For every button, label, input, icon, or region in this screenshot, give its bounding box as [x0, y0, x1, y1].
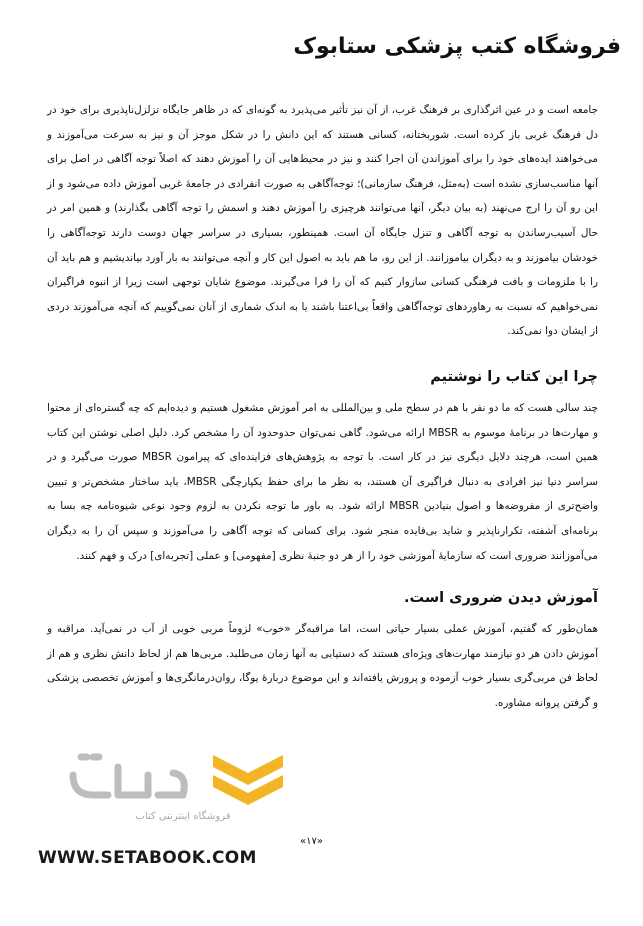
section-heading-training-necessary: آموزش دیدن ضروری است. [404, 590, 598, 607]
body-paragraph-3: همان‌طور که گفتیم، آموزش عملی بسیار حیاتی است، اما مراقبه‌گر «خوب» لزوماً مربی خوبی از آب در نمی‌آید. مراقبه و آموزش دادن هر دو نیازمند مهارت‌های ویژه‌ای هستند که دستیابی به آنها زمان می‌طلبد. مربی‌ها هم از لحاظ دانش نظری و هم از لحاظ فن مربی‌گری بسیار خوب آزموده و پرورش یافته‌اند و این موضوع دربارهٔ یوگا، روان‌درمانگری‌ها و آموزش تخصصی پزشکی و گرفتن پروانه مشاوره. [47, 623, 598, 709]
watermark-site-label: فروشگاه اینترنتی کتاب [135, 811, 231, 822]
page-number: «۱۷» [300, 836, 323, 847]
setabook-watermark [38, 745, 298, 868]
page-header-title: فروشگاه کتب پزشکی ستابوک [293, 34, 621, 59]
watermark-url: WWW.SETABOOK.COM [38, 848, 257, 868]
body-paragraph-2: چند سالی هست که ما دو نفر با هم در سطح ملی و بین‌المللی به امر آموزش مشغول هستیم و دیده‌ایم که چه گستره‌ای از محتوا و مهارت‌ها در برنامهٔ موسوم به MBSR ارائه می‌شود. گاهی نمی‌توان حدوحدود آن را مشخص کرد. دلیل اصلی نوشتن این کتاب همین است، هرچند دلایل دیگری نیز در کار است. با توجه به پژوهش‌های فزاینده‌ای که پیرامون MBSR صورت می‌گیرد و در سراسر دنیا نیز افرادی به دنبال فراگیری آن هستند، به نظر ما برای حفظ یکپارچگی MBSR، باید ساختار مشخص‌تر و تبیین واضح‌تری از مفروضه‌ها و اصول بنیادین MBSR ارائه شود. به باور ما توجه نکردن به لزوم وجود نوعی شیوه‌نامه چه بسا به برنامه‌ای آشفته، تکرارناپذیر و شاید بی‌فایده منجر شود. برای کسانی که توجه آگاهی را می‌آموزند و سپس آن را به دیگران می‌آموزانند ضروری است که سازمایهٔ آموزشی خود را از هر دو جنبهٔ نظری [مفهومی] و عملی [تجربه‌ای] درک و فهم کنند. [47, 401, 599, 562]
body-paragraph-1: جامعه است و در عین اثرگذاری بر فرهنگ غرب، از آن نیز تأثیر می‌پذیرد به گونه‌ای که در ظاهر جایگاه تزلزل‌ناپذیری برای خود در دل فرهنگ غربی باز کرده است. شوربختانه، کسانی هستند که این دانش را در شکل موجز آن و نیز به سرعت می‌آموزند و می‌خواهند ایده‌های خود را برای آموزاندن آن اجرا کنند و نیز در محیط‌هایی آن را آموزش دهند که اصلاً توجه آگاهی در اصل برای آنها مناسب‌سازی نشده است (به‌مثل، فرهنگ سازمانی)؛ توجه‌آگاهی به صورت انفرادی در جامعهٔ غربی آموزش داده می‌شود و از این رو آن را ارج می‌نهند (به بیان دیگر، آنها می‌توانند هرچیزی را آموزش دهند و اسمش را توجه آگاهی بگذارند) و همین امر در حال آسیب‌رساندن به توجه آگاهی و تنزل جایگاه آن است. همینطور، بسیاری در سراسر جهان دوست دارند توجه‌آگاهی را خودشان بیاموزند و به دیگران بیاموزانند. از این رو، ما هم باید به اصول این کار و آنچه می‌توانند به بار آورد بیاندیشیم و هم باید آن را با ملزومات و بافت فرهنگی کسانی سازوار کنیم که آن را فرا می‌گیرند. موضوع شایان توجهی است زیرا از انبوه فراگیران نمی‌خواهیم که نسبت به رهاوردهای توجه‌آگاهی واقعاً بی‌اعتنا باشند یا به اندک شماری از آنان نمی‌گوییم که آنچه می‌آموزند دردی از ایشان دوا نمی‌کند. [47, 104, 598, 338]
setabook-logo-icon [63, 745, 293, 825]
section-heading-why-we-wrote: چرا این کتاب را نوشتیم [430, 368, 598, 385]
book-page-body [47, 98, 598, 715]
